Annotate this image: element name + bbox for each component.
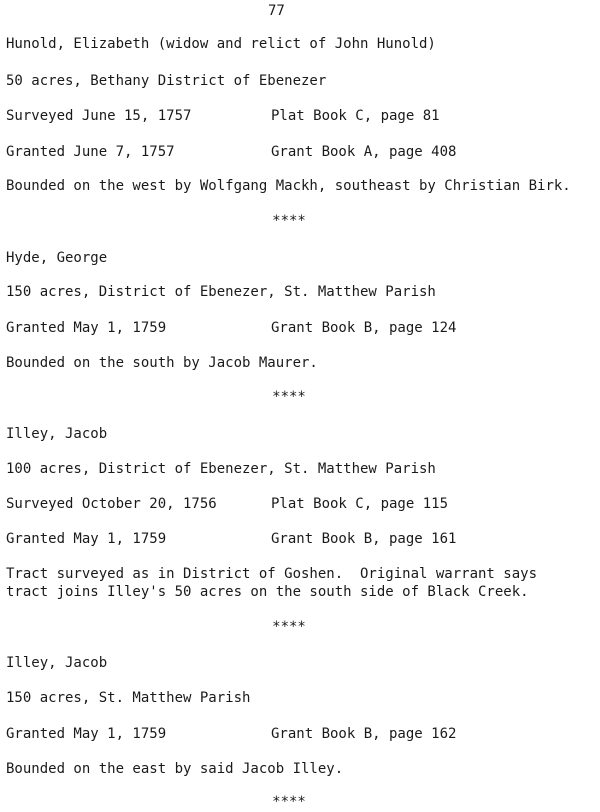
entry-row-left: Granted June 7, 1757 [6,144,175,160]
entry-note: tract joins Illey's 50 acres on the south side of Black Creek. [6,584,529,600]
separator: **** [272,213,306,229]
entry-row-left: Granted May 1, 1759 [6,531,167,547]
entry-row-right: Grant Book B, page 161 [271,531,457,547]
entry-row-right: Plat Book C, page 81 [271,108,440,124]
entry-acres: 100 acres, District of Ebenezer, St. Matthew Parish [6,461,436,477]
entry-note: Bounded on the east by said Jacob Illey. [6,761,344,777]
entry-name: Illey, Jacob [6,426,108,442]
entry-note: Tract surveyed as in District of Goshen. Original warrant says [6,566,538,582]
entry-acres: 150 acres, St. Matthew Parish [6,690,251,706]
entry-row-left: Surveyed June 15, 1757 [6,108,192,124]
entry-row-right: Grant Book B, page 162 [271,726,457,742]
entry-note: Bounded on the south by Jacob Maurer. [6,355,318,371]
entry-row-left: Granted May 1, 1759 [6,320,167,336]
entry-row-right: Grant Book A, page 408 [271,144,457,160]
entry-acres: 150 acres, District of Ebenezer, St. Matthew Parish [6,284,436,300]
entry-row-right: Grant Book B, page 124 [271,320,457,336]
entry-name: Illey, Jacob [6,655,108,671]
entry-acres: 50 acres, Bethany District of Ebenezer [6,73,327,89]
separator: **** [272,619,306,635]
separator: **** [272,389,306,405]
page-number: 77 [268,3,285,19]
entry-name: Hyde, George [6,250,108,266]
entry-row-left: Granted May 1, 1759 [6,726,167,742]
entry-note: Bounded on the west by Wolfgang Mackh, southeast by Christian Birk. [6,178,571,194]
entry-row-left: Surveyed October 20, 1756 [6,496,217,512]
entry-name: Hunold, Elizabeth (widow and relict of John Hunold) [6,36,436,52]
separator: **** [272,794,306,810]
entry-row-right: Plat Book C, page 115 [271,496,449,512]
